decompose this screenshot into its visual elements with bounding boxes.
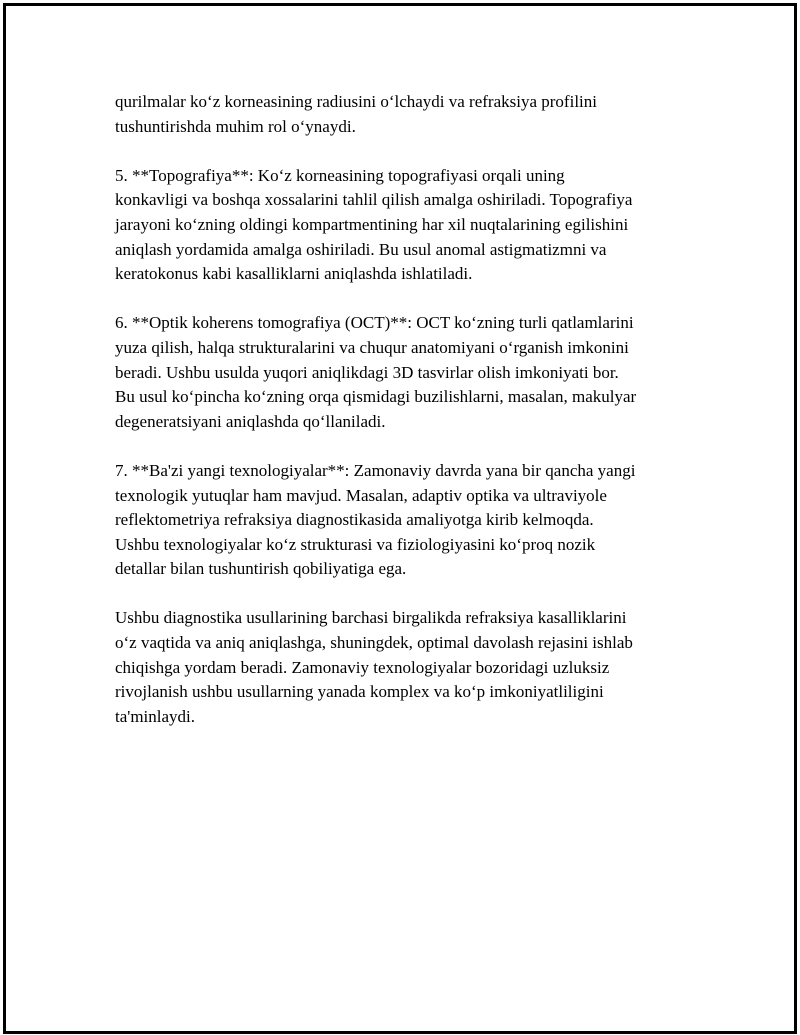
- paragraph-oct: [115, 311, 695, 434]
- text-line: o‘z vaqtida va aniq aniqlashga, shuningdek, optimal davolash rejasini ishlab: [115, 633, 633, 653]
- paragraph-conclusion: [115, 606, 695, 729]
- text-line: 6. **Optik koherens tomografiya (OCT)**: OCT ko‘zning turli qatlamlarini: [115, 313, 634, 333]
- text-line: degeneratsiyani aniqlashda qo‘llaniladi.: [115, 411, 386, 431]
- text-line: keratokonus kabi kasalliklarni aniqlashda ishlatiladi.: [115, 264, 473, 284]
- text-line: aniqlash yordamida amalga oshiriladi. Bu usul anomal astigmatizmni va: [115, 239, 607, 259]
- text-line: qurilmalar ko‘z korneasining radiusini o‘lchaydi va refraksiya profilini: [115, 92, 597, 111]
- text-line: Bu usul ko‘pincha ko‘zning orqa qismidagi buzilishlarni, masalan, makulyar: [115, 387, 637, 407]
- text-line: 7. **Ba'zi yangi texnologiyalar**: Zamonaviy davrda yana bir qancha yangi: [115, 460, 636, 480]
- paragraph-continuation: [115, 90, 695, 139]
- paragraph-topografiya: [115, 164, 695, 287]
- text-line: reflektometriya refraksiya diagnostikasida amaliyotga kirib kelmoqda.: [115, 510, 594, 530]
- document-body: [115, 90, 695, 754]
- text-line: Ushbu diagnostika usullarining barchasi birgalikda refraksiya kasalliklarini: [115, 608, 627, 628]
- text-line: beradi. Ushbu usulda yuqori aniqlikdagi 3D tasvirlar olish imkoniyati bor.: [115, 362, 619, 382]
- text-line: 5. **Topografiya**: Ko‘z korneasining topografiyasi orqali uning: [115, 165, 565, 185]
- text-line: rivojlanish ushbu usullarning yanada komplex va ko‘p imkoniyatliligini: [115, 682, 604, 702]
- text-line: chiqishga yordam beradi. Zamonaviy texnologiyalar bozoridagi uzluksiz: [115, 657, 610, 677]
- text-line: tushuntirishda muhim rol o‘ynaydi.: [115, 116, 356, 136]
- text-line: texnologik yutuqlar ham mavjud. Masalan, adaptiv optika va ultraviyole: [115, 485, 607, 505]
- text-line: konkavligi va boshqa xossalarini tahlil qilish amalga oshiriladi. Topografiya: [115, 190, 633, 210]
- text-line: ta'minlaydi.: [115, 706, 196, 726]
- text-line: jarayoni ko‘zning oldingi kompartmentining har xil nuqtalarining egilishini: [115, 214, 629, 234]
- text-line: Ushbu texnologiyalar ko‘z strukturasi va fiziologiyasini ko‘proq nozik: [115, 534, 596, 554]
- text-line: yuza qilish, halqa strukturalarini va chuqur anatomiyani o‘rganish imkonini: [115, 337, 629, 357]
- text-line: detallar bilan tushuntirish qobiliyatiga ega.: [115, 559, 407, 579]
- paragraph-new-technologies: [115, 459, 695, 582]
